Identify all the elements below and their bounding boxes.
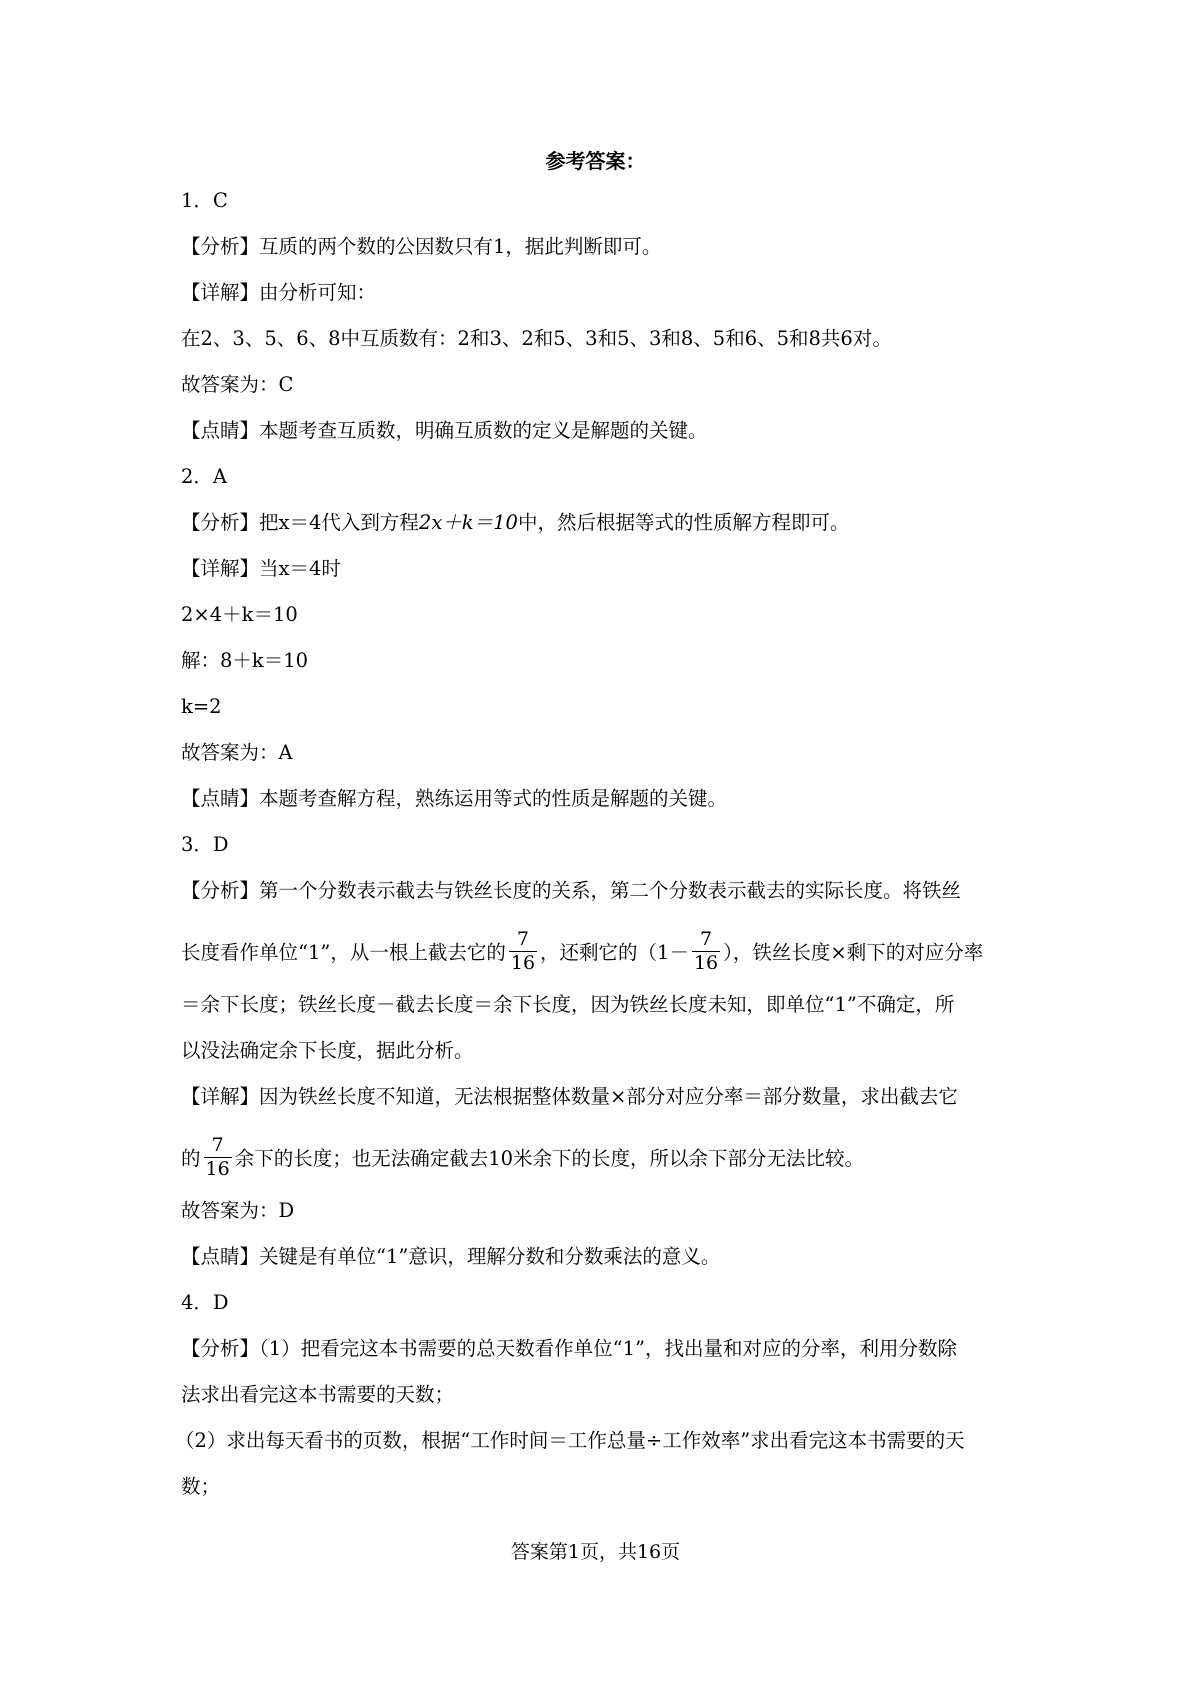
q3-analysis-text-a: 长度看作单位“1”，从一根上截去它的 [181,941,506,964]
q2-answer: 故答案为：A [181,741,293,764]
fraction-7-16 [692,928,720,975]
q4-analysis-line-3: （2）求出每天看书的页数，根据“工作时间＝工作总量÷工作效率”求出看完这本书需要的天 [175,1429,965,1452]
q3-heading: 3．D [181,833,229,856]
q2-detail: 【详解】当x＝4时 [181,557,341,580]
q3-analysis-text-c: ），铁丝长度×剩下的对应分率 [723,941,984,964]
q1-detail: 【详解】由分析可知： [181,281,377,304]
fraction-denominator: 16 [205,1158,230,1180]
q2-step-3: k=2 [181,695,222,718]
q1-detail-line: 在2、3、5、6、8中互质数有：2和3、2和5、3和5、3和8、5和6、5和8共6对。 [181,327,892,350]
fraction-7-16 [204,1134,232,1181]
fraction-numerator: 7 [516,928,529,950]
q3-detail-line-2 [181,1136,864,1183]
fraction-denominator: 16 [510,952,536,974]
page-footer: 答案第1页，共16页 [510,1541,681,1563]
q2-step-2: 解：8＋k＝10 [181,649,309,672]
q2-comment: 【点睛】本题考查解方程，熟练运用等式的性质是解题的关键。 [181,787,728,810]
q3-analysis-text-b: ，还剩它的（1－ [540,941,689,964]
q2-equation: 2x＋k＝10 [418,511,518,534]
q1-analysis: 【分析】互质的两个数的公因数只有1，据此判断即可。 [181,235,662,258]
q3-detail-line-1: 【详解】因为铁丝长度不知道，无法根据整体数量×部分对应分率＝部分数量，求出截去它 [181,1085,958,1108]
q4-heading: 4．D [181,1291,229,1314]
q2-heading: 2．A [181,465,227,488]
q2-analysis-text-b: 中，然后根据等式的性质解方程即可。 [517,511,850,534]
q1-heading: 1．C [181,189,228,212]
q4-analysis-line-2: 法求出看完这本书需要的天数； [181,1383,455,1406]
q1-comment: 【点睛】本题考查互质数，明确互质数的定义是解题的关键。 [181,419,708,442]
page-title: 参考答案： [545,149,646,173]
q2-analysis [181,508,849,538]
q4-analysis-line-4: 数； [181,1475,221,1498]
q4-analysis-line-1: 【分析】（1）把看完这本书需要的总天数看作单位“1”，找出量和对应的分率，利用分数除 [181,1337,958,1360]
q3-analysis-line-3: ＝余下长度；铁丝长度－截去长度＝余下长度，因为铁丝长度未知，即单位“1”不确定，所 [181,993,955,1016]
q3-analysis-line-4: 以没法确定余下长度，据此分析。 [181,1039,474,1062]
q3-analysis-line-1: 【分析】第一个分数表示截去与铁丝长度的关系，第二个分数表示截去的实际长度。将铁丝 [181,879,962,902]
q2-analysis-text-a: 【分析】把x＝4代入到方程 [181,511,419,534]
q1-answer: 故答案为：C [181,373,294,396]
q3-comment: 【点睛】关键是有单位“1”意识，理解分数和分数乘法的意义。 [181,1245,721,1268]
fraction-7-16 [509,928,537,975]
q2-step-1: 2×4＋k＝10 [181,603,298,626]
fraction-numerator: 7 [700,928,713,950]
q3-answer: 故答案为：D [181,1199,295,1222]
q3-detail-text-a: 的 [181,1147,201,1170]
fraction-denominator: 16 [693,952,719,974]
q3-analysis-line-2 [181,930,983,977]
q3-detail-text-b: 余下的长度；也无法确定截去10米余下的长度，所以余下部分无法比较。 [234,1147,865,1170]
fraction-numerator: 7 [211,1134,224,1156]
